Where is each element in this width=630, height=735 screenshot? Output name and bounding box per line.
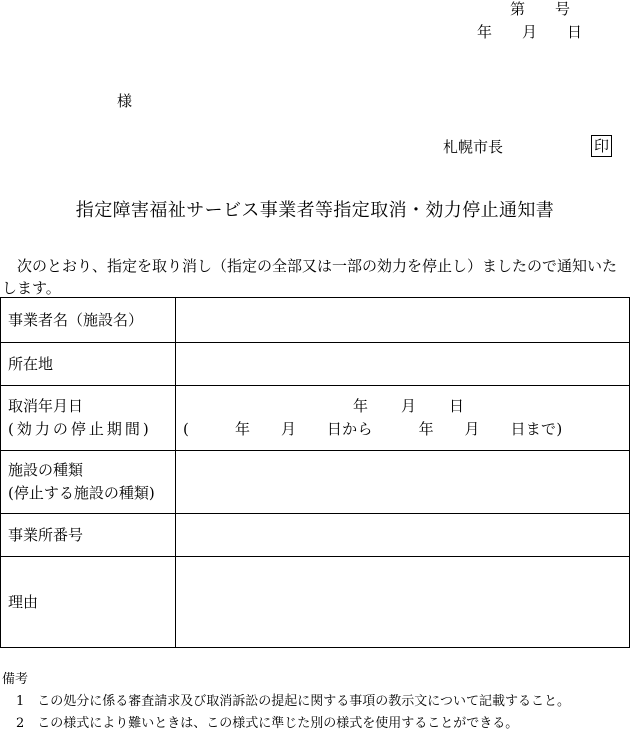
table-row — [1, 514, 630, 557]
cancel-date-label: 取消年月日 — [8, 397, 84, 415]
row-label-address: 所在地 — [1, 343, 176, 386]
row-label-facility-type — [1, 451, 176, 514]
table-row — [1, 298, 630, 343]
row-label-business-name: 事業者名（施設名） — [1, 298, 176, 343]
suspended-facility-type-label: (停止する施設の種類) — [8, 484, 155, 502]
table-row — [1, 343, 630, 386]
suspension-period-value: ( 年 月 日から 年 月 日まで) — [183, 420, 563, 438]
seal-mark: 印 — [591, 135, 612, 157]
document-number-line: 第 号 — [510, 0, 571, 18]
document-title: 指定障害福祉サービス事業者等指定取消・効力停止通知書 — [75, 200, 555, 221]
issuer-name: 札幌市長 — [443, 138, 504, 156]
suspension-period-label: (効力の停止期間) — [8, 420, 152, 438]
note-item: 2 この様式により難いときは、この様式に準じた別の様式を使用することができる。 — [16, 716, 519, 731]
business-name-field — [176, 298, 630, 343]
notes-section — [2, 669, 570, 735]
recipient-honorific: 様 — [117, 92, 133, 110]
table-row — [1, 386, 630, 451]
notification-table — [0, 297, 630, 648]
cancel-date-value: 年 月 日 — [353, 397, 466, 415]
row-label-office-number: 事業所番号 — [1, 514, 176, 557]
facility-type-field — [176, 451, 630, 514]
table-row — [1, 557, 630, 648]
table-row — [1, 451, 630, 514]
note-item: 1 この処分に係る審査請求及び取消訴訟の提起に関する事項の教示文について記載すること。 — [16, 694, 571, 709]
row-label-cancel-date — [1, 386, 176, 451]
row-label-reason: 理由 — [1, 557, 176, 648]
facility-type-label: 施設の種類 — [8, 461, 84, 479]
reason-field — [176, 557, 630, 648]
address-field — [176, 343, 630, 386]
notes-heading: 備考 — [2, 672, 29, 687]
office-number-field — [176, 514, 630, 557]
cancel-date-field — [176, 386, 630, 451]
issuer-seal — [591, 135, 612, 157]
intro-paragraph: 次のとおり、指定を取り消し（指定の全部又は一部の効力を停止し）ましたので通知いたします。 — [2, 257, 618, 297]
document-date-line: 年 月 日 — [477, 23, 583, 41]
